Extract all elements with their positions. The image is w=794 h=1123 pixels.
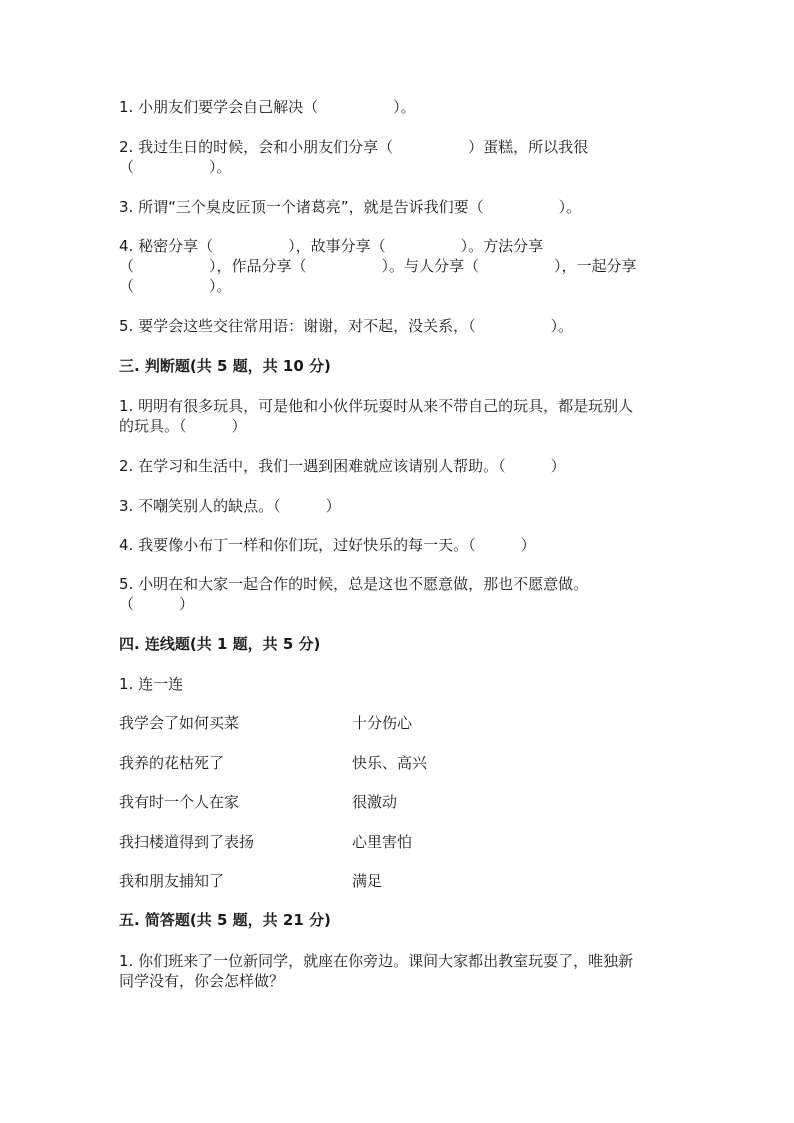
judge-q3: 3. 不嘲笑别人的缺点。（ ）: [119, 497, 341, 515]
match-right-item: 心里害怕: [352, 833, 413, 851]
match-left-item: 我扫楼道得到了表扬: [119, 833, 255, 851]
match-right-item: 快乐、高兴: [352, 754, 428, 772]
short-answer-q1-line1: 1. 你们班来了一位新同学，就座在你旁边。课间大家都出教室玩耍了，唯独新: [119, 952, 634, 970]
match-left-item: 我和朋友捕知了: [119, 872, 225, 890]
fill-q4-line3: （ ）。: [119, 277, 232, 295]
match-left-item: 我养的花枯死了: [119, 754, 225, 772]
match-left-item: 我有时一个人在家: [119, 793, 240, 811]
match-right-item: 十分伤心: [352, 714, 413, 732]
judge-q1-line1: 1. 明明有很多玩具，可是他和小伙伴玩耍时从来不带自己的玩具，都是玩别人: [119, 397, 634, 415]
judge-q2: 2. 在学习和生活中，我们一遇到困难就应该请别人帮助。（ ）: [119, 457, 566, 475]
fill-q4-line1: 4. 秘密分享（ ），故事分享（ ）。方法分享: [119, 237, 544, 255]
fill-q1: 1. 小朋友们要学会自己解决（ ）。: [119, 98, 416, 116]
fill-q3: 3. 所谓“三个臭皮匠顶一个诸葛亮”，就是告诉我们要（ ）。: [119, 198, 582, 216]
fill-q4-line2: （ ），作品分享（ ）。与人分享（ ），一起分享: [119, 257, 637, 275]
short-answer-q1-line2: 同学没有，你会怎样做？: [119, 972, 285, 990]
judge-q4: 4. 我要像小布丁一样和你们玩，过好快乐的每一天。（ ）: [119, 536, 536, 554]
fill-q2-line2: （ ）。: [119, 158, 232, 176]
judge-q5-line2: （ ）: [119, 595, 195, 613]
match-right-item: 满足: [352, 872, 383, 890]
match-q1: 1. 连一连: [119, 675, 184, 693]
judge-q1-line2: 的玩具。（ ）: [119, 417, 247, 435]
judge-q5-line1: 5. 小明在和大家一起合作的时候，总是这也不愿意做，那也不愿意做。: [119, 575, 589, 593]
fill-q5: 5. 要学会这些交往常用语：谢谢，对不起，没关系，（ ）。: [119, 317, 574, 335]
match-left-item: 我学会了如何买菜: [119, 714, 240, 732]
judge-heading: 三. 判断题(共 5 题，共 10 分): [119, 357, 331, 375]
short-answer-heading: 五. 简答题(共 5 题，共 21 分): [119, 911, 331, 929]
match-heading: 四. 连线题(共 1 题，共 5 分): [119, 635, 321, 653]
fill-q2-line1: 2. 我过生日的时候，会和小朋友们分享（ ）蛋糕，所以我很: [119, 138, 589, 156]
match-right-item: 很激动: [352, 793, 398, 811]
